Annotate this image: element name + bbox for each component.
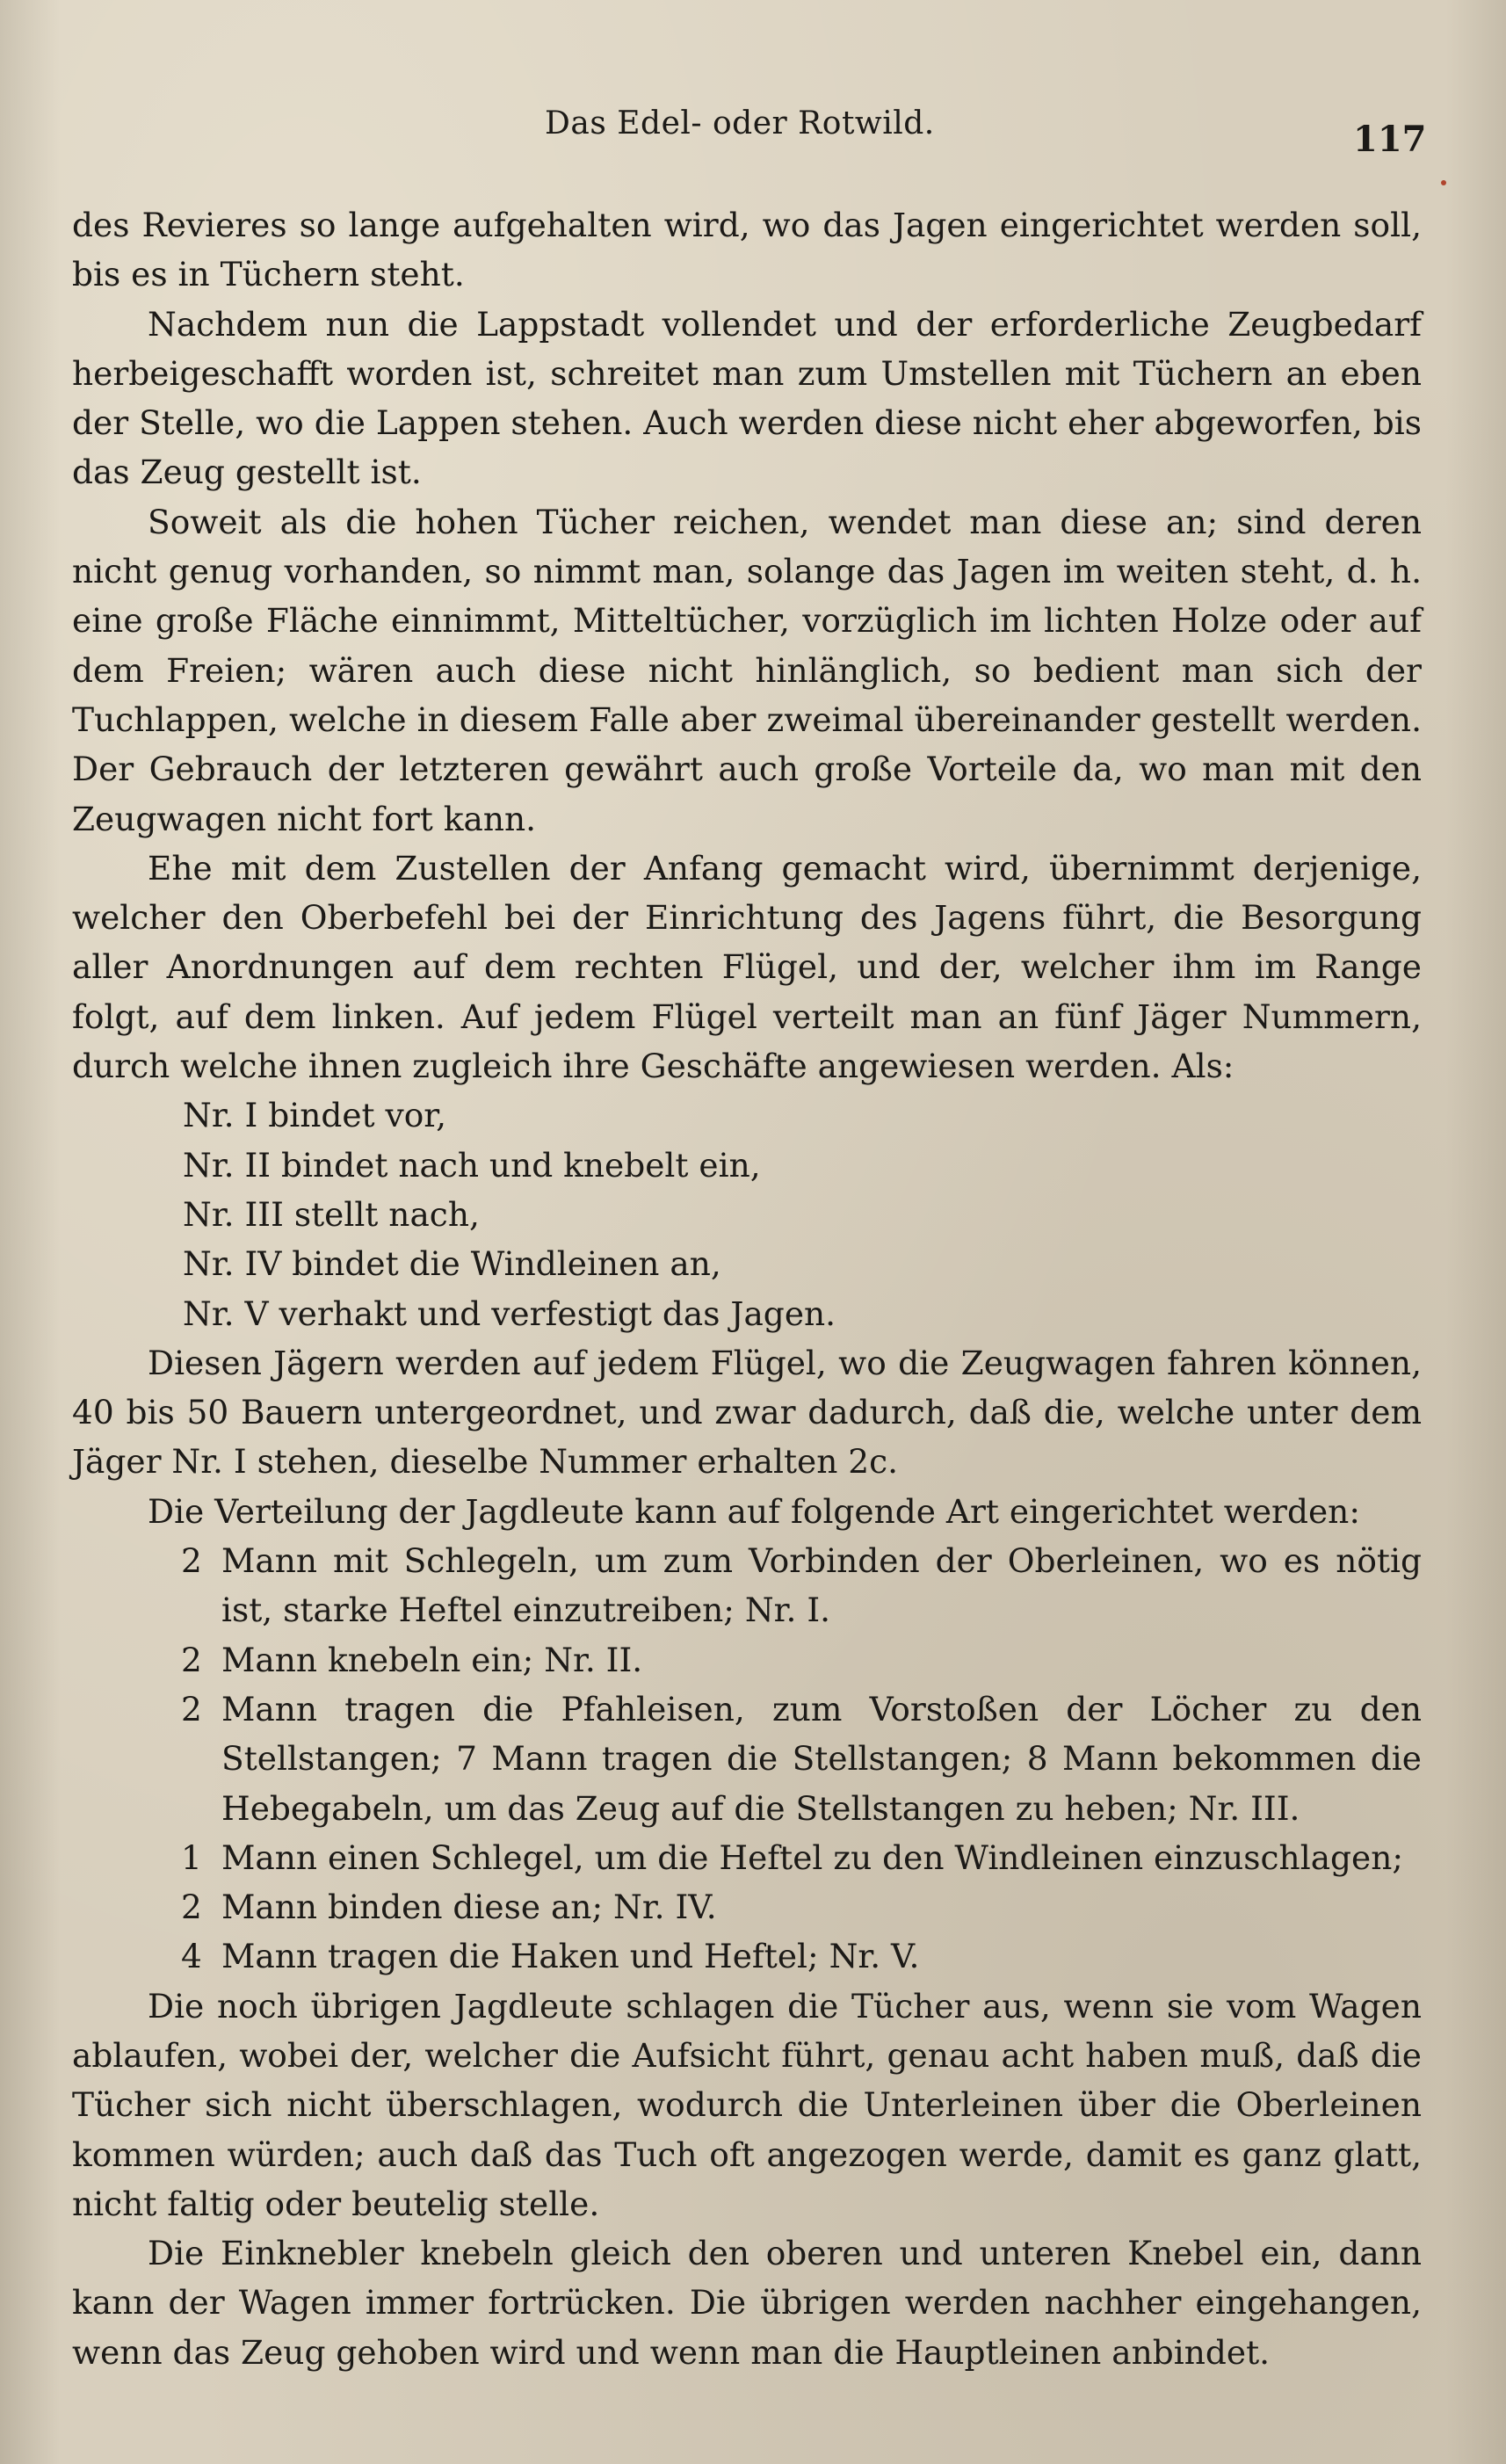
count-label: 2 xyxy=(181,1689,202,1728)
paragraph-einknebler: Die Einknebler knebeln gleich den oberen und unteren Knebel ein, dann kann der Wagen immer fortrücken. Die übrigen werden nachher eingehangen, wenn das Zeug gehoben wird und wenn man die Hauptleinen anbindet. xyxy=(72,2234,1422,2372)
paragraph-verteilung: Die Verteilung der Jagdleute kann auf folgende Art eingerichtet werden: xyxy=(148,1491,1360,1531)
distribution-text: Mann tragen die Haken und Heftel; Nr. V. xyxy=(221,1937,920,1976)
list-item-nr-4: Nr. IV bindet die Windleinen an, xyxy=(183,1244,721,1284)
list-item-distribution xyxy=(72,1685,1422,1833)
count-label: 2 xyxy=(181,1541,202,1581)
count-label: 2 xyxy=(181,1640,202,1679)
count-label: 1 xyxy=(181,1837,202,1877)
list-item-distribution xyxy=(72,1931,1422,1981)
list-item-nr-3: Nr. III stellt nach, xyxy=(183,1194,480,1234)
list-item-distribution xyxy=(72,1833,1422,1882)
paragraph-continuation: des Revieres so lange aufgehalten wird, wo das Jagen eingerichtet werden soll, bis es in Tüchern steht. xyxy=(72,206,1422,294)
distribution-text: Mann knebeln ein; Nr. II. xyxy=(221,1640,643,1679)
list-item-distribution xyxy=(72,1635,1422,1685)
list-item-nr-1: Nr. I bindet vor, xyxy=(183,1096,447,1135)
count-label: 2 xyxy=(181,1888,202,1927)
list-item-nr-5: Nr. V verhakt und verfestigt das Jagen. xyxy=(183,1294,836,1333)
distribution-text: Mann tragen die Pfahleisen, zum Vorstoßen der Löcher zu den Stellstangen; 7 Mann tragen die Stellstangen; 8 Mann bekommen die Hebegabeln, um das Zeug auf die Stellstangen zu heben; Nr. III. xyxy=(221,1689,1422,1828)
paragraph-bauern: Diesen Jägern werden auf jedem Flügel, wo die Zeugwagen fahren können, 40 bis 50 Bauern untergeordnet, und zwar dadurch, daß die, welche unter dem Jäger Nr. I stehen, dieselbe Nummer erhalten 2c. xyxy=(72,1343,1422,1482)
count-label: 4 xyxy=(181,1937,202,1976)
page-body xyxy=(72,200,1422,2377)
paragraph-oberbefehl: Ehe mit dem Zustellen der Anfang gemacht wird, übernimmt derjenige, welcher den Oberbefehl bei der Einrichtung des Jagens führt, die Besorgung aller Anordnungen auf dem rechten Flügel, und der, welcher ihm im Range folgt, auf dem linken. Auf jedem Flügel verteilt man an fünf Jäger Nummern, durch welche ihnen zugleich ihre Geschäfte angewiesen werden. Als: xyxy=(72,848,1422,1086)
page-number: 117 xyxy=(1353,119,1427,160)
ink-speck xyxy=(1441,180,1446,185)
list-item-distribution xyxy=(72,1536,1422,1635)
distribution-text: Mann einen Schlegel, um die Heftel zu den Windleinen einzuschlagen; xyxy=(221,1837,1404,1877)
distribution-text: Mann binden diese an; Nr. IV. xyxy=(221,1888,717,1927)
running-head: Das Edel- oder Rotwild. xyxy=(545,105,935,141)
paragraph-tuecher: Soweit als die hohen Tücher reichen, wendet man diese an; sind deren nicht genug vorhanden, so nimmt man, solange das Jagen im weiten steht, d. h. eine große Fläche einnimmt, Mitteltücher, vorzüglich im lichten Holze oder auf dem Freien; wären auch diese nicht hinlänglich, so bedient man sich der Tuchlappen, welche in diesem Falle aber zweimal übereinander gestellt werden. Der Gebrauch der letzteren gewährt auch große Vorteile da, wo man mit den Zeugwagen nicht fort kann. xyxy=(72,502,1422,838)
paragraph-jagdleute: Die noch übrigen Jagdleute schlagen die Tücher aus, wenn sie vom Wagen ablaufen, wobei der, welcher die Aufsicht führt, genau acht haben muß, daß die Tücher sich nicht überschlagen, wodurch die Unterleinen über die Oberleinen kommen würden; auch daß das Tuch oft angezogen werde, damit es ganz glatt, nicht faltig oder beutelig stelle. xyxy=(72,1986,1422,2223)
paragraph-lappstadt: Nachdem nun die Lappstadt vollendet und der erforderliche Zeugbedarf herbeigeschafft worden ist, schreitet man zum Umstellen mit Tüchern an eben der Stelle, wo die Lappen stehen. Auch werden diese nicht eher abgeworfen, bis das Zeug gestellt ist. xyxy=(72,304,1422,492)
list-item-nr-2: Nr. II bindet nach und knebelt ein, xyxy=(183,1145,761,1185)
list-item-distribution xyxy=(72,1882,1422,1931)
distribution-text: Mann mit Schlegeln, um zum Vorbinden der Oberleinen, wo es nötig ist, starke Heftel einzutreiben; Nr. I. xyxy=(221,1541,1422,1630)
